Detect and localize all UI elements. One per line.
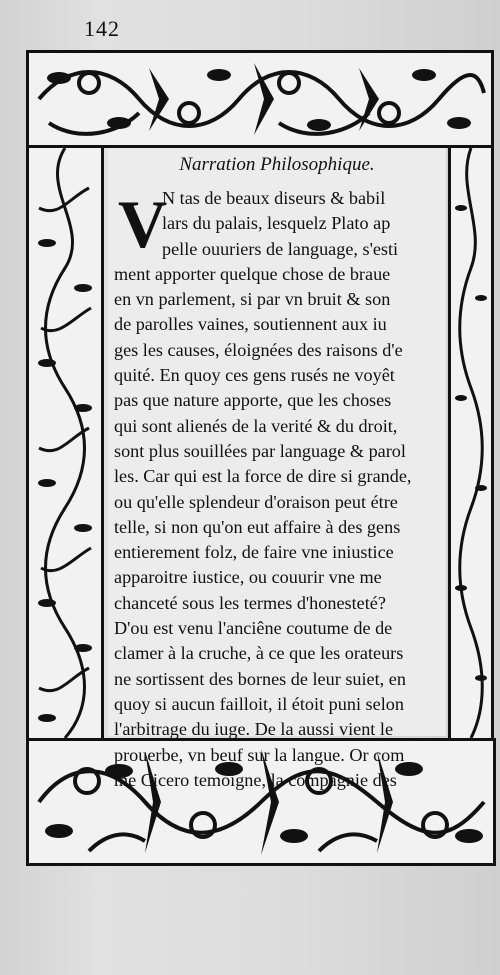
text-line: les. Car qui est la force de dire si grande, — [114, 466, 412, 487]
text-column — [108, 148, 446, 790]
drop-cap: V — [118, 186, 168, 262]
text-line: prouerbe, vn beuf sur la langue. Or com — [114, 744, 405, 765]
text-line: en vn parlement, si par vn bruit & son — [114, 289, 391, 310]
text-line: telle, si non qu'on eut affaire à des gens — [114, 516, 401, 537]
page-number: 142 — [84, 16, 120, 41]
body-text — [114, 186, 446, 793]
text-line: ges les causes, éloignées des raisons d'e — [114, 339, 403, 360]
text-line: clamer à la cruche, à ce que les orateurs — [114, 643, 404, 664]
text-line: lars du palais, lesquelz Plato ap — [162, 213, 391, 234]
text-line: qui sont alienés de la verité & du droit, — [114, 415, 398, 436]
top-ornamental-border — [26, 50, 494, 148]
text-line: D'ou est venu l'anciêne coutume de de — [114, 618, 393, 639]
text-line: chanceté sous les termes d'honesteté? — [114, 592, 386, 613]
text-line: quité. En quoy ces gens rusés ne voyêt — [114, 365, 395, 386]
text-line: ne sortissent des bornes de leur suiet, en — [114, 668, 406, 689]
text-line: pas que nature apporte, que les choses — [114, 390, 392, 411]
text-line: sont plus souillées par language & parol — [114, 440, 406, 461]
text-line: de parolles vaines, soutiennent aux iu — [114, 314, 387, 335]
text-line: ment apporter quelque chose de braue — [114, 263, 391, 284]
text-line: ou qu'elle splendeur d'oraison peut étre — [114, 491, 398, 512]
right-ornamental-border — [448, 148, 494, 738]
text-line: N tas de beaux diseurs & babil — [162, 188, 386, 208]
text-line: entierement folz, de faire vne iniustice — [114, 542, 394, 563]
text-line: pelle ouuriers de language, s'esti — [162, 238, 399, 259]
left-ornamental-border — [26, 148, 104, 738]
text-line: apparoitre iustice, ou couurir vne me — [114, 567, 382, 588]
section-heading: Narration Philosophique. — [179, 154, 375, 175]
text-line: quoy si aucun failloit, il étoit puni selon — [114, 693, 404, 714]
text-line: l'arbitrage du iuge. De la aussi vient le — [114, 719, 394, 740]
text-line: me Cicero temoigne, la compagnie des — [114, 769, 397, 790]
